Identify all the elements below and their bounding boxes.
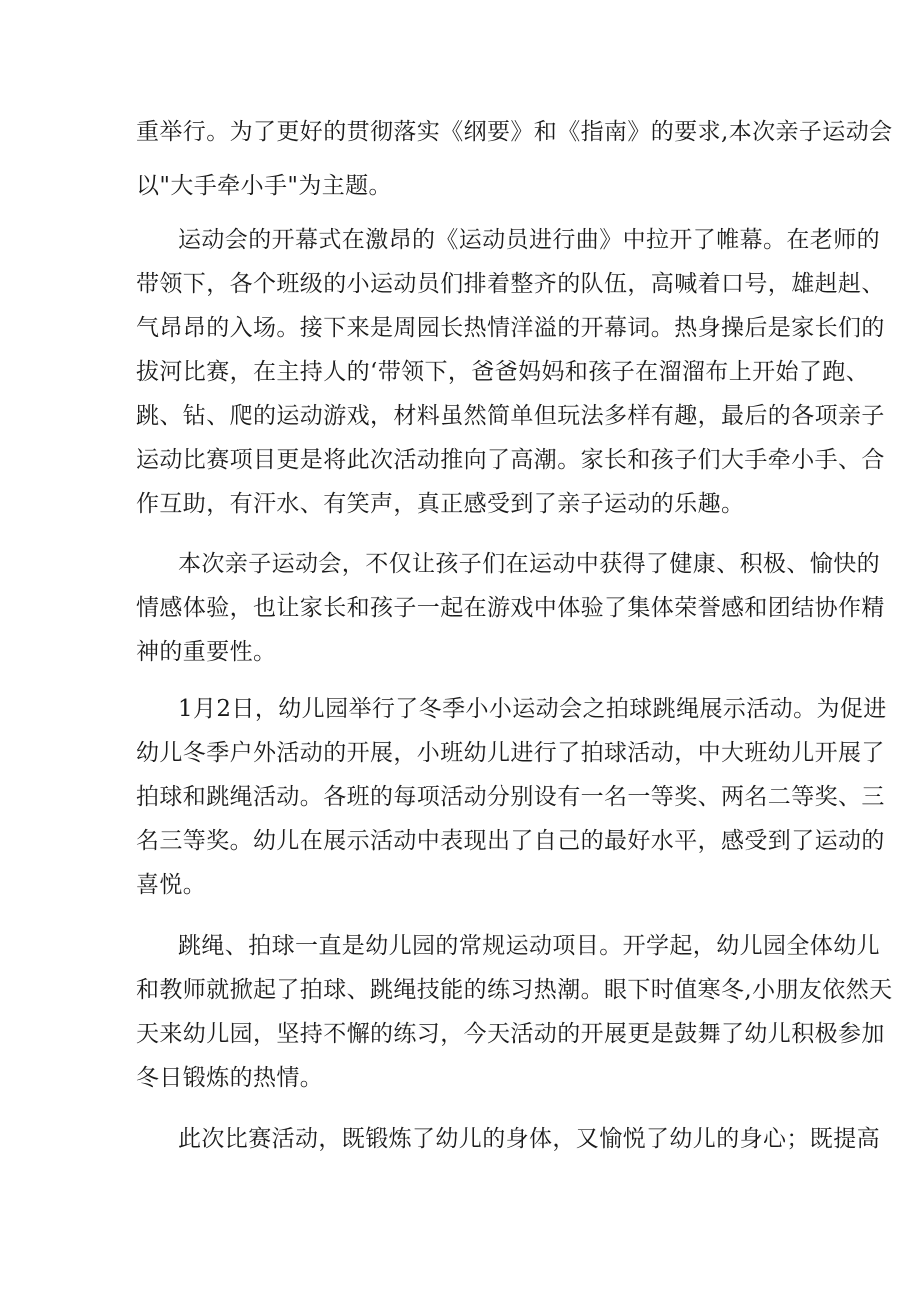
text-line: 拔河比赛，在主持人的‘带领下，爸爸妈妈和孩子在溜溜布上开始了跑、: [136, 359, 870, 385]
text-line: 拍球和跳绳活动。各班的每项活动分别设有一名一等奖、两名二等奖、三: [136, 784, 885, 810]
text-line: 作互助，有汗水、有笑声，真正感受到了亲子运动的乐趣。: [136, 491, 745, 517]
text-line: 跳、钻、爬的运动游戏，材料虽然简单但玩法多样有趣，最后的各项亲子: [136, 403, 885, 429]
text-line: 天来幼儿园，坚持不懈的练习，今天活动的开展更是鼓舞了幼儿积极参加: [136, 1021, 885, 1047]
text-line: 以"大手牵小手"为主题。: [136, 173, 392, 199]
text-line: 喜悦。: [136, 872, 207, 898]
text-line: 神的重要性。: [136, 639, 277, 665]
text-line: 冬日锻炼的热情。: [136, 1065, 324, 1091]
text-line: 名三等奖。幼儿在展示活动中表现出了自己的最好水平，感受到了运动的: [136, 828, 885, 854]
text-line: 运动比赛项目更是将此次活动推向了高潮。家长和孩子们大手牵小手、合: [136, 447, 885, 473]
text-line: 此次比赛活动，既锻炼了幼儿的身体，又愉悦了幼儿的身心；既提高: [178, 1126, 880, 1152]
text-line: 1月2日，幼儿园举行了冬季小小运动会之拍球跳绳展示活动。为促进: [178, 696, 887, 722]
text-line: 重举行。为了更好的贯彻落实《纲要》和《指南》的要求,本次亲子运动会: [136, 119, 893, 145]
text-line: 气昂昂的入场。接下来是周园长热情洋溢的开幕词。热身操后是家长们的: [136, 315, 885, 341]
text-line: 情感体验，也让家长和孩子一起在游戏中体验了集体荣誉感和团结协作精: [136, 595, 885, 621]
text-line: 带领下，各个班级的小运动员们排着整齐的队伍，高喊着口号，雄赳赳、: [136, 271, 885, 297]
text-line: 和教师就掀起了拍球、跳绳技能的练习热潮。眼下时值寒冬,小朋友依然天: [136, 977, 893, 1003]
text-line: 运动会的开幕式在激昂的《运动员进行曲》中拉开了帷幕。在老师的: [178, 227, 880, 253]
text-line: 本次亲子运动会，不仅让孩子们在运动中获得了健康、积极、愉快的: [178, 551, 880, 577]
text-line: 跳绳、拍球一直是幼儿园的常规运动项目。开学起，幼儿园全体幼儿: [178, 933, 880, 959]
text-line: 幼儿冬季户外活动的开展，小班幼儿进行了拍球活动，中大班幼儿开展了: [136, 740, 885, 766]
